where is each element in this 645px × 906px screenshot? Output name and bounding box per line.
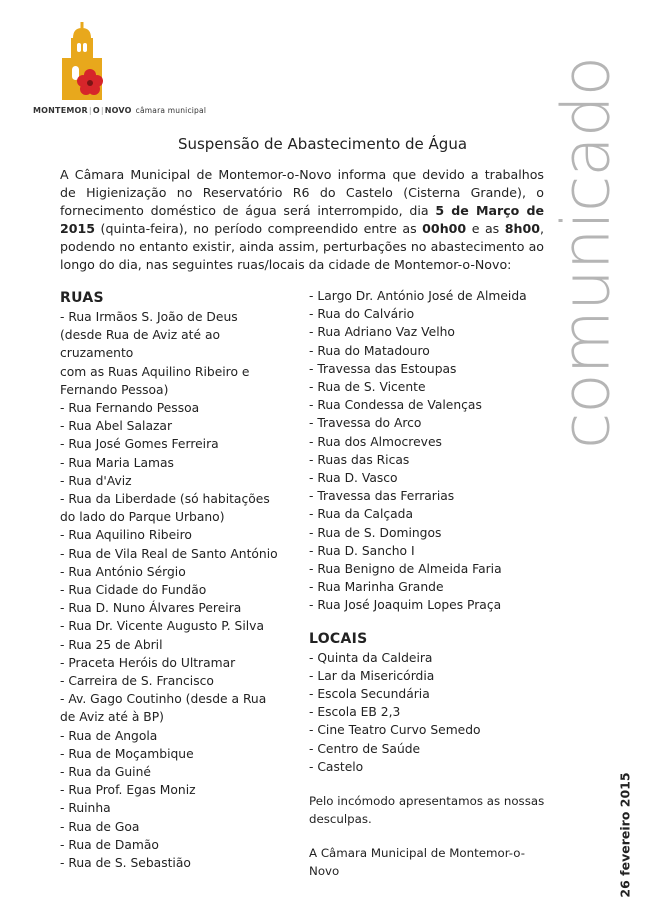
list-item: - Rua de Goa [60, 819, 140, 834]
municipal-logo [33, 22, 207, 122]
list-item: - Rua de Angola [60, 728, 158, 743]
closing-apology: Pelo incómodo apresentamos as nossas desculpas. [309, 794, 545, 827]
list-item: - Rua Fernando Pessoa [60, 401, 200, 416]
intro-text-1: A Câmara Municipal de Montemor-o-Novo informa que devido a trabalhos de Higienização no Reservatório R6 do Castelo (Cisterna Grande), o fornecimento doméstico de água será interrompido, dia [60, 167, 544, 219]
list-item: - Rua José Joaquim Lopes Praça [309, 598, 502, 613]
logo-brand-o: O [92, 106, 100, 115]
ruas-heading: RUAS [60, 290, 104, 306]
list-item: - Rua dos Almocreves [309, 434, 442, 449]
logo-brand-right: NOVO [104, 106, 132, 115]
date-side-label [605, 770, 645, 900]
list-item: - Castelo [309, 759, 364, 774]
list-item: - Cine Teatro Curvo Semedo [309, 723, 481, 738]
intro-start-time: 00h00 [422, 221, 467, 237]
list-item: - Centro de Saúde [309, 741, 421, 756]
list-item: - Rua de S. Sebastião [60, 856, 191, 871]
streets-left-column [60, 288, 292, 872]
streets-right-column [309, 287, 549, 880]
locais-heading: LOCAIS [309, 630, 368, 647]
comunicado-side-label [546, 58, 626, 448]
list-item: - Rua Adriano Vaz Velho [309, 325, 455, 340]
list-item: - Rua da Liberdade (só habitações [60, 492, 270, 507]
logo-subtitle: câmara municipal [135, 106, 207, 115]
list-item: - Rua Marinha Grande [309, 580, 444, 595]
list-item: - Rua D. Sancho I [309, 543, 415, 558]
list-item: - Largo Dr. António José de Almeida [309, 289, 527, 303]
list-item: - Rua António Sérgio [60, 564, 186, 579]
list-item: - Rua Condessa de Valenças [309, 398, 482, 413]
list-item: - Rua D. Vasco [309, 471, 398, 486]
intro-end-time: 8h00 [504, 221, 540, 237]
list-item: - Rua de S. Domingos [309, 525, 442, 540]
list-item: - Travessa das Estoupas [309, 361, 457, 376]
signature: A Câmara Municipal de Montemor-o-Novo [309, 846, 525, 879]
list-item: - Rua Cidade do Fundão [60, 583, 207, 598]
list-item: - Rua de Damão [60, 837, 159, 852]
list-item: - Ruinha [60, 801, 111, 816]
list-item: - Rua do Matadouro [309, 343, 430, 358]
intro-date: 5 de Março de 2015 [60, 203, 545, 237]
intro-text-3: e as [466, 221, 505, 237]
list-item: - Rua Prof. Egas Moniz [60, 783, 196, 798]
intro-paragraph [60, 166, 544, 275]
list-item: - Rua d'Aviz [60, 473, 132, 488]
list-item: - Rua Aquilino Ribeiro [60, 528, 192, 543]
list-item: - Ruas das Ricas [309, 452, 410, 467]
logo-separator: | [88, 106, 92, 115]
list-item: - Rua Dr. Vicente Augusto P. Silva [60, 619, 264, 634]
list-item: (desde Rua de Aviz até ao cruzamento [60, 328, 221, 361]
list-item: de Aviz até à BP) [60, 710, 164, 725]
date-text: 26 fevereiro 2015 [617, 772, 633, 898]
list-item: do lado do Parque Urbano) [60, 510, 225, 525]
list-item: - Rua D. Nuno Álvares Pereira [60, 601, 242, 616]
list-item: - Rua do Calvário [309, 307, 415, 322]
list-item: - Rua Irmãos S. João de Deus [60, 310, 238, 324]
comunicado-text: comunicado [547, 57, 625, 449]
list-item: - Praceta Heróis do Ultramar [60, 655, 236, 670]
list-item: Fernando Pessoa) [60, 382, 169, 397]
list-item: - Rua da Calçada [309, 507, 414, 522]
ruas-left-list [60, 308, 292, 872]
document-title: Suspensão de Abastecimento de Água [177, 135, 468, 153]
logo-wordmark [33, 106, 206, 115]
list-item: - Quinta da Caldeira [309, 650, 433, 665]
list-item: - Escola Secundária [309, 687, 430, 702]
ruas-right-list [309, 287, 549, 615]
list-item: - Rua de S. Vicente [309, 380, 426, 395]
list-item: - Lar da Misericórdia [309, 668, 435, 683]
list-item: - Travessa do Arco [309, 416, 422, 431]
intro-text-2: (quinta-feira), no período compreendido entre as [95, 221, 423, 237]
list-item: - Rua José Gomes Ferreira [60, 437, 219, 452]
list-item: - Carreira de S. Francisco [60, 674, 214, 689]
list-item: com as Ruas Aquilino Ribeiro e [60, 364, 250, 379]
list-item: - Escola EB 2,3 [309, 705, 401, 720]
list-item: - Rua de Vila Real de Santo António [60, 546, 278, 561]
list-item: - Rua 25 de Abril [60, 637, 163, 652]
list-item: - Rua de Moçambique [60, 746, 194, 761]
list-item: - Av. Gago Coutinho (desde a Rua [60, 692, 267, 707]
list-item: - Travessa das Ferrarias [309, 489, 455, 504]
tower-flower-emblem-icon [60, 22, 104, 102]
list-item: - Rua Abel Salazar [60, 419, 173, 434]
intro-text-4: , podendo no entanto existir, ainda assim, perturbações no abastecimento ao longo do dia, nas seguintes ruas/locais da cidade de Montemor-o-Novo: [60, 221, 544, 273]
logo-brand-left: MONTEMOR [33, 106, 88, 115]
list-item: - Rua Maria Lamas [60, 455, 174, 470]
list-item: - Rua Benigno de Almeida Faria [309, 562, 502, 577]
logo-separator: | [100, 106, 104, 115]
locais-list [309, 649, 549, 776]
list-item: - Rua da Guiné [60, 765, 151, 780]
